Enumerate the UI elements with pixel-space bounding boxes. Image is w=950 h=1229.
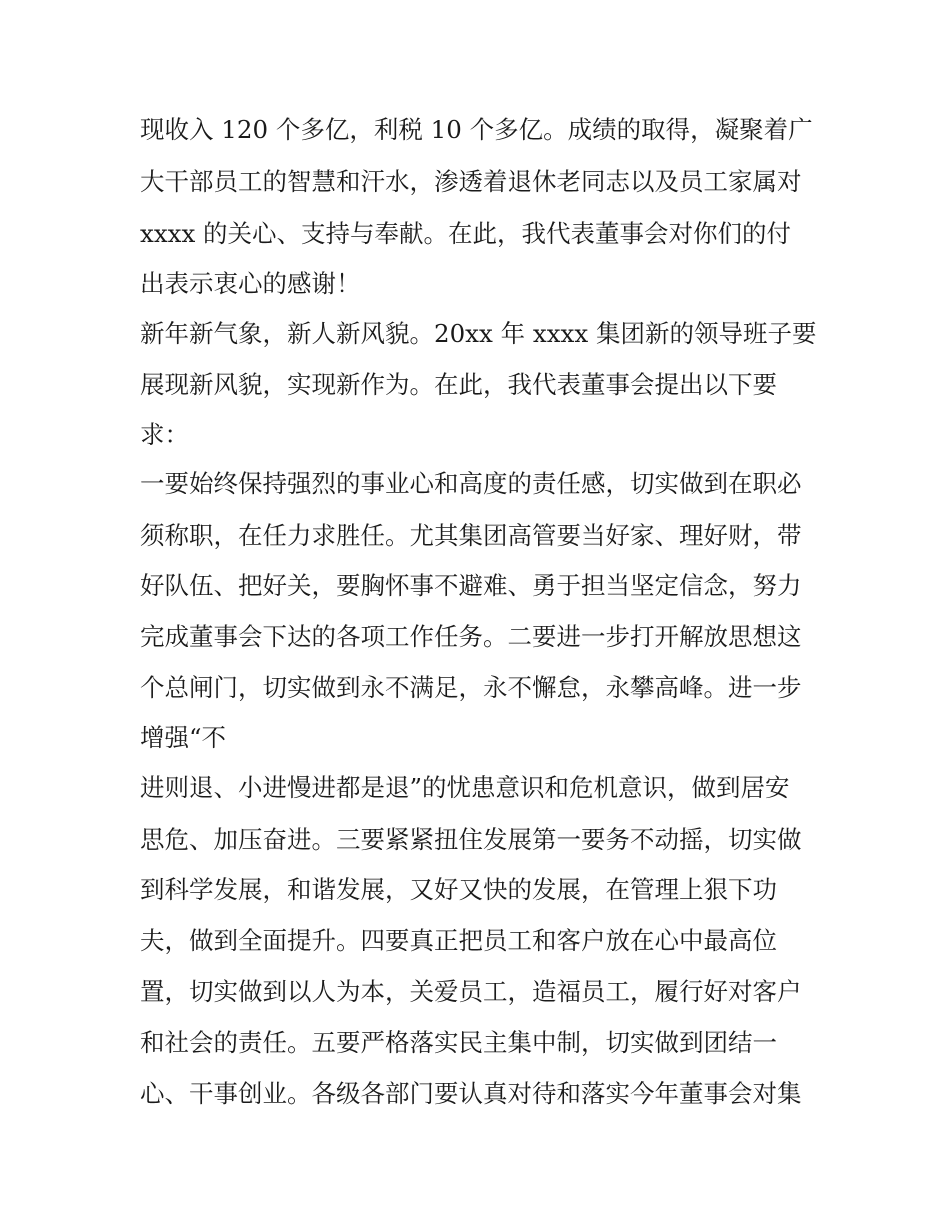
text-line: 进则退、小进慢进都是退”的忧患意识和危机意识，做到居安 [140, 773, 790, 802]
text-line: 现收入 120 个多亿，利税 10 个多亿。成绩的取得，凝聚着广 [140, 115, 813, 144]
text-line: 和社会的责任。五要严格落实民主集中制，切实做到团结一 [140, 1028, 777, 1057]
text-line: 个总闸门，切实做到永不满足，永不懈怠，永攀高峰。进一步 [140, 673, 802, 702]
text-line: 增强“不 [140, 723, 227, 752]
text-line: 好队伍、把好关，要胸怀事不避难、勇于担当坚定信念，努力 [140, 571, 802, 600]
text-line: 须称职，在任力求胜任。尤其集团高管要当好家、理好财，带 [140, 521, 802, 550]
text-line: 夫，做到全面提升。四要真正把员工和客户放在心中最高位 [140, 926, 777, 955]
text-line: 置，切实做到以人为本，关爱员工，造福员工，履行好对客户 [140, 977, 802, 1006]
text-line: 出表示衷心的感谢！ [140, 269, 361, 298]
text-line: 展现新风貌，实现新作为。在此，我代表董事会提出以下要 [140, 370, 777, 399]
text-line: 完成董事会下达的各项工作任务。二要进一步打开解放思想这 [140, 622, 802, 651]
text-line: 一要始终保持强烈的事业心和高度的责任感，切实做到在职必 [140, 469, 802, 498]
text-line: 到科学发展，和谐发展，又好又快的发展，在管理上狠下功 [140, 875, 777, 904]
text-line: 大干部员工的智慧和汗水，渗透着退休老同志以及员工家属对 [140, 167, 802, 196]
text-line: 思危、加压奋进。三要紧紧扭住发展第一要务不动摇，切实做 [140, 825, 802, 854]
text-line: 新年新气象，新人新风貌。20xx 年 xxxx 集团新的领导班子要 [140, 319, 817, 348]
text-line: xxxx 的关心、支持与奉献。在此，我代表董事会对你们的付 [140, 219, 792, 248]
text-line: 求： [140, 420, 189, 449]
text-line: 心、干事创业。各级各部门要认真对待和落实今年董事会对集 [140, 1079, 802, 1108]
